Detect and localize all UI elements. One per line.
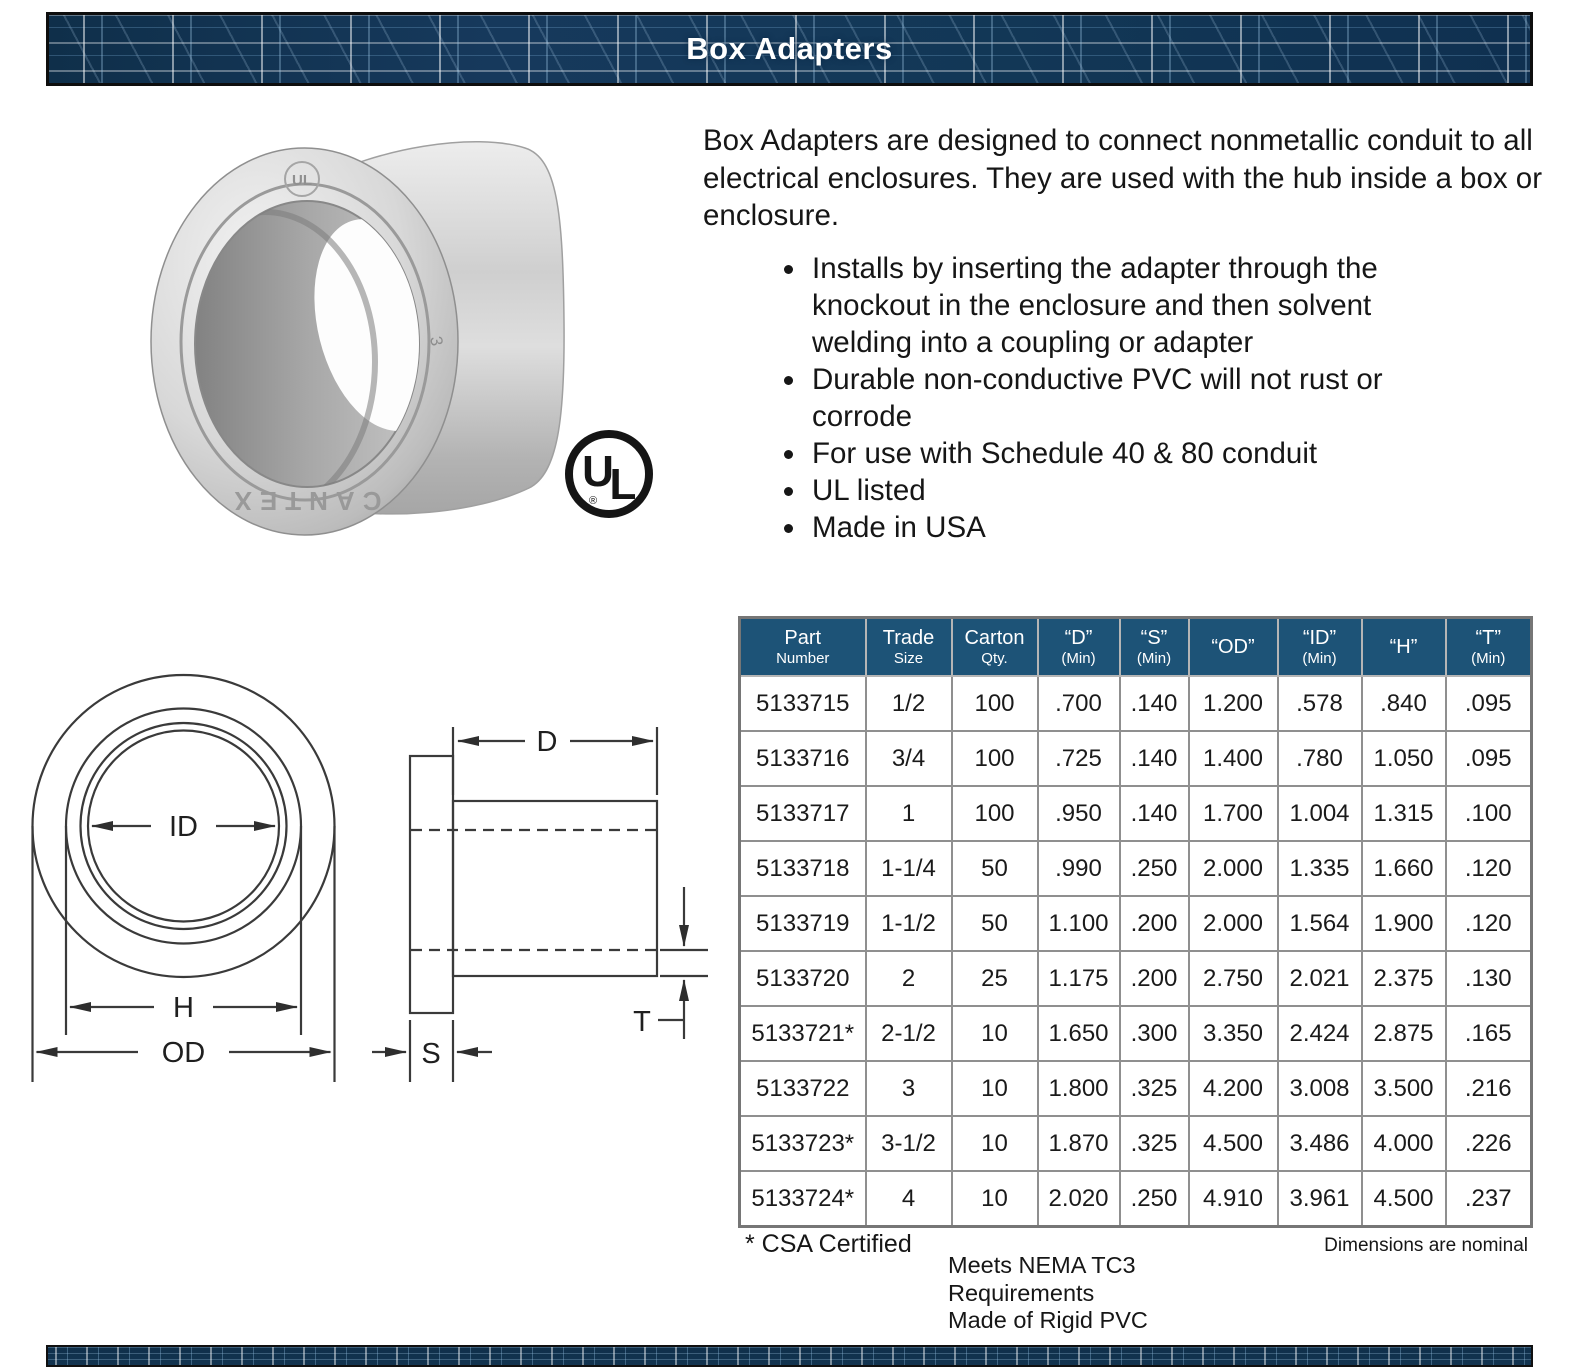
cell-t-min: .130 (1446, 951, 1532, 1006)
cell-carton-qty: 25 (952, 951, 1038, 1006)
cell-h: .840 (1362, 676, 1446, 731)
cell-trade-size: 1-1/2 (866, 896, 952, 951)
cell-trade-size: 4 (866, 1171, 952, 1227)
cell-id-min: 1.004 (1278, 786, 1362, 841)
cell-h: 1.315 (1362, 786, 1446, 841)
feature-item: • Durable non-conductive PVC will not rust or corrode (808, 361, 1453, 435)
table-row (740, 786, 1532, 841)
nema-note-line: Made of Rigid PVC (948, 1307, 1148, 1333)
nema-note-line: Requirements (948, 1279, 1095, 1306)
cell-od: 1.400 (1189, 731, 1278, 786)
cell-part-number: 5133717 (740, 786, 866, 841)
cell-s-min: .300 (1120, 1006, 1189, 1061)
cell-h: 4.500 (1362, 1171, 1446, 1227)
nema-note (948, 1252, 1148, 1335)
cell-s-min: .325 (1120, 1116, 1189, 1171)
intro-section (703, 122, 1548, 235)
cell-od: 1.700 (1189, 786, 1278, 841)
col-header-carton-qty: Carton Qty. (952, 618, 1038, 677)
cell-od: 1.200 (1189, 676, 1278, 731)
cell-h: 1.660 (1362, 841, 1446, 896)
page-footer-strip (46, 1345, 1533, 1367)
spec-table-body (740, 676, 1532, 1227)
cell-h: 3.500 (1362, 1061, 1446, 1116)
cell-h: 1.900 (1362, 896, 1446, 951)
label-h: H (173, 992, 194, 1024)
cell-d-min: .950 (1038, 786, 1120, 841)
feature-item: • Made in USA (808, 509, 1453, 546)
label-t: T (633, 1006, 651, 1038)
label-id: ID (169, 811, 198, 843)
feature-list (770, 250, 1453, 546)
cell-od: 4.500 (1189, 1116, 1278, 1171)
intro-paragraph: Box Adapters are designed to connect nonmetallic conduit to all electrical enclosures. They are used with the hub inside a box or enclosure. (703, 124, 1543, 232)
col-header-d-min: “D” (Min) (1038, 618, 1120, 677)
cell-t-min: .095 (1446, 731, 1532, 786)
col-header-s-min: “S” (Min) (1120, 618, 1189, 677)
col-header-h: “H” (1362, 618, 1446, 677)
cell-part-number: 5133724* (740, 1171, 866, 1227)
cell-od: 4.200 (1189, 1061, 1278, 1116)
embossed-ul-text: UL (292, 172, 312, 189)
cell-trade-size: 3/4 (866, 731, 952, 786)
cell-d-min: 1.100 (1038, 896, 1120, 951)
page-header-banner (46, 12, 1533, 86)
spec-table (738, 616, 1533, 1228)
spec-table-head (740, 618, 1532, 677)
cell-id-min: 3.961 (1278, 1171, 1362, 1227)
cell-t-min: .165 (1446, 1006, 1532, 1061)
cell-trade-size: 1 (866, 786, 952, 841)
dimensions-nominal-note: Dimensions are nominal (1324, 1235, 1528, 1256)
cell-d-min: 1.870 (1038, 1116, 1120, 1171)
cell-t-min: .120 (1446, 896, 1532, 951)
cell-t-min: .120 (1446, 841, 1532, 896)
ul-listed-logo (560, 425, 658, 523)
cell-part-number: 5133722 (740, 1061, 866, 1116)
cell-trade-size: 3-1/2 (866, 1116, 952, 1171)
dimension-diagram-drawing (20, 635, 720, 1105)
cell-carton-qty: 10 (952, 1061, 1038, 1116)
cell-part-number: 5133716 (740, 731, 866, 786)
cell-od: 2.750 (1189, 951, 1278, 1006)
csa-certified-note: * CSA Certified (745, 1230, 912, 1258)
cell-t-min: .216 (1446, 1061, 1532, 1116)
table-row (740, 841, 1532, 896)
embossed-brand-text: CANTEX (226, 486, 382, 516)
cell-d-min: 1.175 (1038, 951, 1120, 1006)
table-row (740, 951, 1532, 1006)
cell-s-min: .200 (1120, 896, 1189, 951)
col-header-od: “OD” (1189, 618, 1278, 677)
label-s: S (421, 1038, 441, 1070)
cell-id-min: 3.008 (1278, 1061, 1362, 1116)
col-header-part-number: Part Number (740, 618, 866, 677)
cell-id-min: .780 (1278, 731, 1362, 786)
cell-part-number: 5133721* (740, 1006, 866, 1061)
feature-item: • For use with Schedule 40 & 80 conduit (808, 435, 1453, 472)
cell-od: 3.350 (1189, 1006, 1278, 1061)
cell-t-min: .226 (1446, 1116, 1532, 1171)
cell-d-min: 1.800 (1038, 1061, 1120, 1116)
cell-od: 2.000 (1189, 896, 1278, 951)
embossed-size-text: 3 (426, 334, 447, 348)
table-row (740, 1171, 1532, 1227)
cell-s-min: .325 (1120, 1061, 1189, 1116)
cell-s-min: .140 (1120, 676, 1189, 731)
cell-d-min: .725 (1038, 731, 1120, 786)
feature-item: • UL listed (808, 472, 1453, 509)
cell-id-min: 1.335 (1278, 841, 1362, 896)
label-od: OD (161, 1037, 206, 1069)
cell-part-number: 5133720 (740, 951, 866, 1006)
cell-t-min: .095 (1446, 676, 1532, 731)
cell-id-min: .578 (1278, 676, 1362, 731)
ul-logo-u: U (582, 447, 614, 496)
cell-carton-qty: 100 (952, 731, 1038, 786)
cell-part-number: 5133719 (740, 896, 866, 951)
cell-d-min: .990 (1038, 841, 1120, 896)
cell-id-min: 3.486 (1278, 1116, 1362, 1171)
col-header-trade-size: Trade Size (866, 618, 952, 677)
cell-part-number: 5133715 (740, 676, 866, 731)
cell-t-min: .100 (1446, 786, 1532, 841)
ul-logo-l: L (609, 460, 637, 509)
cell-s-min: .250 (1120, 841, 1189, 896)
page-title: Box Adapters (686, 31, 893, 66)
cell-h: 1.050 (1362, 731, 1446, 786)
cell-part-number: 5133723* (740, 1116, 866, 1171)
cell-carton-qty: 100 (952, 676, 1038, 731)
cell-h: 2.875 (1362, 1006, 1446, 1061)
cell-id-min: 1.564 (1278, 896, 1362, 951)
col-header-t-min: “T” (Min) (1446, 618, 1532, 677)
table-row (740, 676, 1532, 731)
ul-logo-registered: ® (588, 495, 598, 507)
table-row (740, 731, 1532, 786)
dimension-diagram (20, 635, 720, 1105)
cell-trade-size: 2 (866, 951, 952, 1006)
cell-carton-qty: 50 (952, 841, 1038, 896)
cell-s-min: .250 (1120, 1171, 1189, 1227)
cell-trade-size: 3 (866, 1061, 952, 1116)
cell-od: 2.000 (1189, 841, 1278, 896)
cell-carton-qty: 100 (952, 786, 1038, 841)
cell-s-min: .200 (1120, 951, 1189, 1006)
table-row (740, 1061, 1532, 1116)
ul-logo-illustration (560, 425, 658, 523)
cell-trade-size: 1/2 (866, 676, 952, 731)
nema-note-line: Meets NEMA TC3 (948, 1252, 1136, 1278)
cell-h: 2.375 (1362, 951, 1446, 1006)
cell-d-min: 2.020 (1038, 1171, 1120, 1227)
cell-carton-qty: 10 (952, 1006, 1038, 1061)
cell-t-min: .237 (1446, 1171, 1532, 1227)
cell-id-min: 2.424 (1278, 1006, 1362, 1061)
cell-trade-size: 2-1/2 (866, 1006, 952, 1061)
cell-carton-qty: 10 (952, 1116, 1038, 1171)
header-row (740, 618, 1532, 677)
table-row (740, 1116, 1532, 1171)
table-row (740, 896, 1532, 951)
cell-d-min: 1.650 (1038, 1006, 1120, 1061)
cell-s-min: .140 (1120, 731, 1189, 786)
cell-carton-qty: 50 (952, 896, 1038, 951)
cell-trade-size: 1-1/4 (866, 841, 952, 896)
feature-item: • Installs by inserting the adapter through the knockout in the enclosure and then solvent welding into a coupling or adapter (808, 250, 1453, 361)
cell-part-number: 5133718 (740, 841, 866, 896)
cell-od: 4.910 (1189, 1171, 1278, 1227)
cell-carton-qty: 10 (952, 1171, 1038, 1227)
col-header-id-min: “ID” (Min) (1278, 618, 1362, 677)
table-row (740, 1006, 1532, 1061)
cell-s-min: .140 (1120, 786, 1189, 841)
cell-d-min: .700 (1038, 676, 1120, 731)
cell-id-min: 2.021 (1278, 951, 1362, 1006)
label-d: D (536, 726, 558, 758)
cell-h: 4.000 (1362, 1116, 1446, 1171)
side-view-flange (410, 756, 453, 1013)
